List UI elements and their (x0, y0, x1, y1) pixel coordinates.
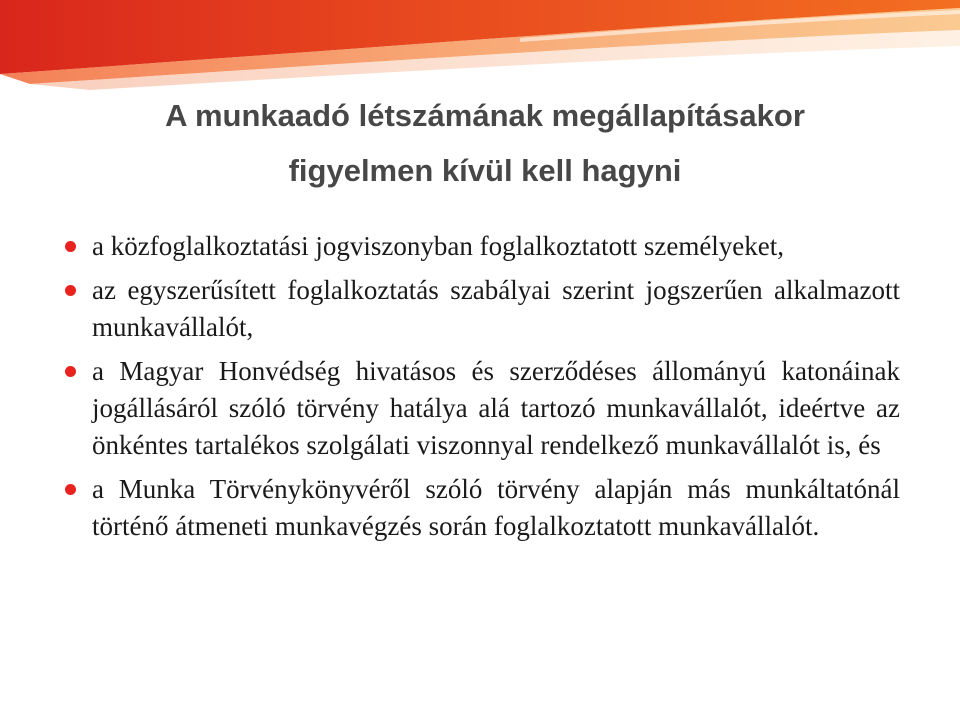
red-dot-icon (65, 241, 76, 252)
slide-title-line-2: figyelmen kívül kell hagyni (288, 153, 682, 188)
slide-title (60, 88, 910, 198)
bullet-text-1: a közfoglalkoztatási jogviszonyban foglalkoztatott személyeket, (92, 231, 785, 261)
bullet-text-2: az egyszerűsített foglalkoztatás szabályai szerint jogszerűen alkalmazott munkavállalót, (92, 275, 900, 342)
slide-title-line-1: A munkaadó létszámának megállapításakor (165, 98, 805, 133)
bullet-item-3 (62, 353, 900, 464)
red-dot-icon (65, 484, 76, 495)
bullet-list (62, 228, 900, 552)
bullet-text-3: a Magyar Honvédség hivatásos és szerződéses állományú katonáinak jogállásáról szóló törvény hatálya alá tartozó munkavállalót, ideértve az önkéntes tartalékos szolgálati viszonnyal rendelkező munkavállalót is, és (92, 356, 900, 460)
bullet-text-4: a Munka Törvénykönyvéről szóló törvény alapján más munkáltatónál történő átmeneti munkavégzés során foglalkoztatott munkavállalót. (92, 474, 900, 541)
red-dot-icon (65, 285, 76, 296)
header-swoosh-banner (0, 0, 960, 90)
bullet-item-1 (62, 228, 900, 265)
bullet-item-2 (62, 272, 900, 346)
bullet-item-4 (62, 471, 900, 545)
red-dot-icon (65, 366, 76, 377)
